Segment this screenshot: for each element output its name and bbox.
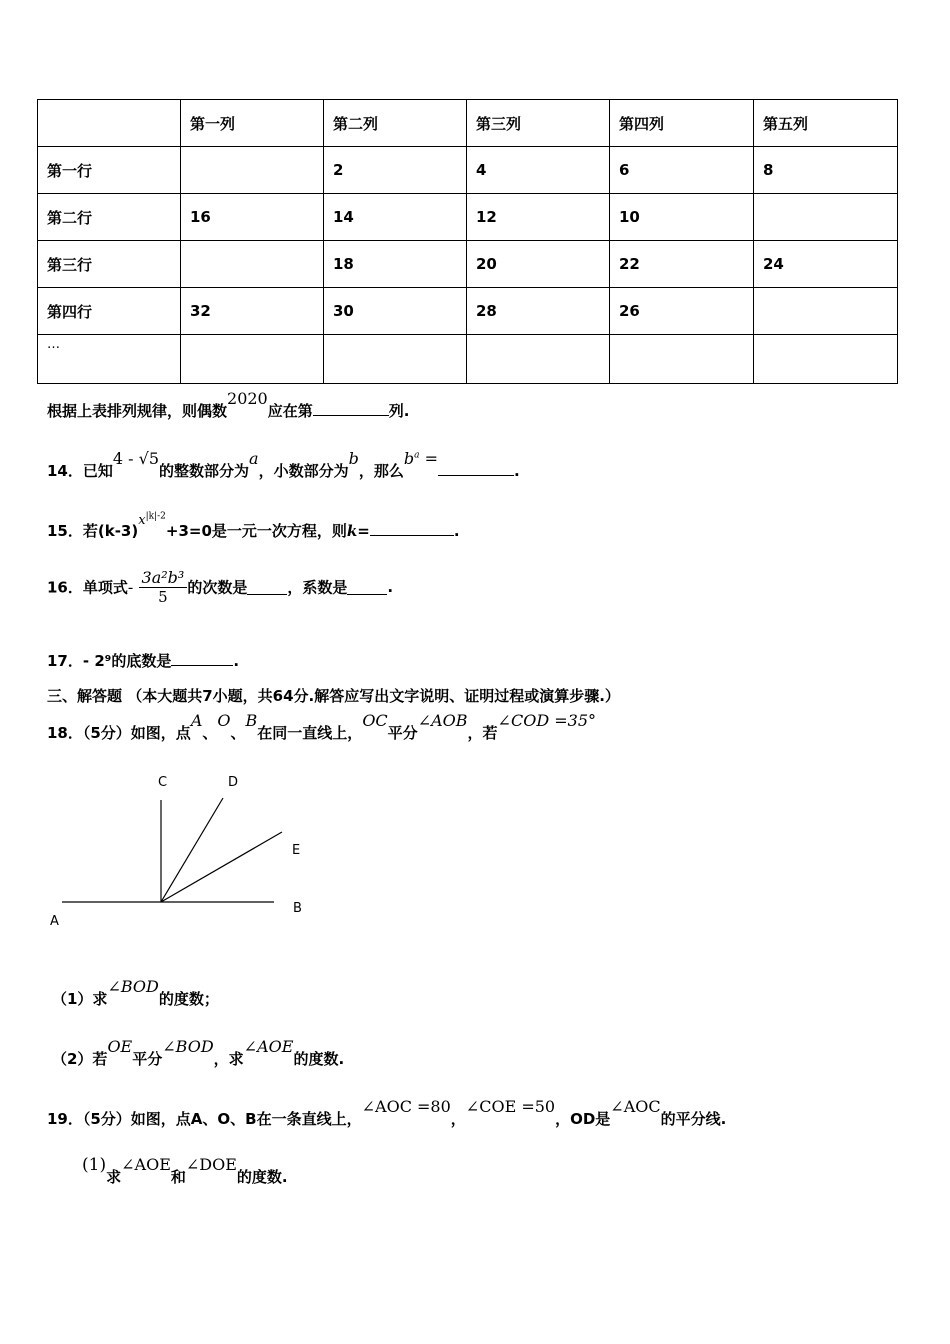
table-row [38, 335, 898, 384]
answer-blank[interactable] [171, 651, 233, 666]
table-header-cell: 第一列 [181, 100, 324, 147]
table-cell: 8 [754, 147, 898, 194]
table-cell: 6 [610, 147, 754, 194]
answer-blank[interactable] [438, 461, 514, 476]
question-19-part-1 [82, 1155, 288, 1187]
q17-end: . [233, 652, 240, 670]
q18-sub2-text: 的度数. [293, 1050, 345, 1068]
q19-angle-coe: ∠COE =50 [465, 1097, 556, 1116]
table-row-label: 第一行 [38, 147, 181, 194]
q16-numerator: 3a²b³ [139, 568, 188, 588]
q16-text: 的次数是 [187, 578, 248, 597]
q19-sub1-text: 和 [170, 1168, 186, 1186]
q18-separator: 、 [230, 724, 246, 742]
q19-separator: ， [450, 1110, 466, 1128]
q19-sub1-label: (1) [82, 1155, 107, 1175]
q19-sub1-aoe: ∠AOE [121, 1155, 171, 1174]
q14-text: ，那么 [358, 462, 404, 480]
table-cell: 12 [467, 194, 610, 241]
q18-point-o: O [217, 711, 231, 730]
q19-sub1-text: 的度数. [236, 1168, 288, 1186]
q16-fraction [139, 568, 188, 606]
answer-blank[interactable] [247, 580, 287, 595]
table-cell [610, 335, 754, 384]
q14-power-expression [404, 449, 438, 468]
table-header-cell: 第二列 [324, 100, 467, 147]
table-cell [324, 335, 467, 384]
table-cell [181, 241, 324, 288]
table-cell: 14 [324, 194, 467, 241]
table-cell: 30 [324, 288, 467, 335]
q19-label: 19．（5分）如图，点A、O、B在一条直线上， [47, 1110, 362, 1128]
question-15 [47, 511, 460, 541]
q18-angle-cod: ∠COD =35° [497, 711, 596, 730]
question-18-part-2 [52, 1037, 345, 1069]
table-cell [181, 335, 324, 384]
q18-angle-aob: ∠AOB [417, 711, 468, 730]
table-cell: 18 [324, 241, 467, 288]
q14-end: . [513, 462, 520, 480]
q14-label: 14．已知 [47, 462, 113, 480]
q14-power-exponent: a [414, 450, 420, 461]
q19-text: 的平分线. [660, 1110, 727, 1128]
table-row [38, 288, 898, 335]
q14-power-base: b [403, 449, 415, 468]
table-header-cell: 第三列 [467, 100, 610, 147]
answer-blank[interactable] [370, 521, 454, 536]
table-cell: 4 [467, 147, 610, 194]
q19-angle-aoc: ∠AOC =80 [361, 1097, 451, 1116]
q18-point-b: B [245, 711, 258, 730]
question-17 [47, 650, 239, 671]
q18-sub2-oe: OE [107, 1037, 133, 1056]
q16-minus: - [127, 577, 134, 597]
q14-var-b: b [348, 449, 359, 468]
table-header-row [38, 100, 898, 147]
table-header-cell: 第四列 [610, 100, 754, 147]
table-cell: 16 [181, 194, 324, 241]
table-cell: 22 [610, 241, 754, 288]
q15-exponent: |k|-2 [145, 511, 166, 522]
q17-label: 17． [47, 652, 83, 670]
table-row-label: … [38, 335, 181, 384]
label-b: B [293, 901, 302, 916]
table-row-label: 第二行 [38, 194, 181, 241]
q18-sub1-text: 的度数； [158, 990, 219, 1008]
q16-text: ，系数是 [287, 578, 348, 597]
q19-sub1-text: 求 [106, 1168, 122, 1186]
table-cell: 20 [467, 241, 610, 288]
q18-text: 在同一直线上， [257, 724, 363, 742]
q14-text: 的整数部分为 [159, 462, 250, 480]
q13-text: 根据上表排列规律，则偶数 [47, 402, 228, 420]
q16-label: 16．单项式 [47, 578, 128, 597]
number-arrangement-table [37, 99, 898, 384]
q18-sub1-angle: ∠BOD [107, 977, 159, 996]
q18-ray-oc: OC [362, 711, 388, 730]
q16-denominator: 5 [158, 588, 168, 606]
q18-label: 18．（5分）如图，点 [47, 724, 191, 742]
q17-expression: - 2⁹ [82, 652, 112, 670]
q16-end: . [387, 578, 394, 596]
table-row [38, 147, 898, 194]
q15-x [138, 513, 166, 528]
q15-text: +3=0是一元一次方程，则 [165, 522, 347, 540]
table-cell [467, 335, 610, 384]
table-header-cell: 第五列 [754, 100, 898, 147]
q14-expression: 4 - √5 [112, 449, 160, 468]
table-cell [754, 335, 898, 384]
q19-text: ，OD是 [555, 1110, 611, 1128]
q18-separator: 、 [202, 724, 218, 742]
question-19 [47, 1097, 727, 1129]
q14-text: ，小数部分为 [258, 462, 349, 480]
question-14 [47, 449, 520, 481]
table-cell: 32 [181, 288, 324, 335]
label-d: D [228, 775, 239, 790]
question-16 [47, 568, 393, 606]
table-row-label: 第四行 [38, 288, 181, 335]
label-e: E [292, 843, 301, 858]
q18-point-a: A [190, 711, 203, 730]
label-c: C [158, 775, 168, 790]
label-a: A [50, 914, 59, 929]
question-13 [47, 389, 410, 421]
q18-sub2-aoe: ∠AOE [243, 1037, 294, 1056]
table-cell [38, 100, 181, 147]
table-cell: 28 [467, 288, 610, 335]
q15-text: = [357, 522, 370, 540]
q17-text: 的底数是 [111, 652, 172, 670]
q15-k: k [346, 522, 358, 540]
table-cell [754, 194, 898, 241]
ray-oe [161, 832, 282, 902]
q18-sub2-text: ，求 [213, 1050, 244, 1068]
q18-text: 平分 [387, 724, 418, 742]
answer-blank[interactable] [313, 401, 389, 416]
q13-number: 2020 [227, 389, 268, 408]
question-18-part-1 [52, 977, 219, 1009]
table-cell [181, 147, 324, 194]
q19-sub1-doe: ∠DOE [185, 1155, 237, 1174]
section-3-heading: 三、解答题 （本大题共7小题，共64分.解答应写出文字说明、证明过程或演算步骤.） [47, 687, 620, 705]
q18-sub1-label: （1）求 [52, 990, 108, 1008]
q19-angle-aoc-2: ∠AOC [610, 1097, 661, 1116]
q18-text: ，若 [467, 724, 498, 742]
table-cell: 2 [324, 147, 467, 194]
table-cell: 24 [754, 241, 898, 288]
q15-x-base: x [138, 513, 146, 528]
angle-figure [40, 768, 320, 938]
ray-od [161, 798, 223, 902]
q14-var-a: a [249, 449, 259, 468]
table-row-label: 第三行 [38, 241, 181, 288]
q18-sub2-text: 平分 [132, 1050, 163, 1068]
q15-end: . [453, 522, 460, 540]
table-row [38, 194, 898, 241]
q14-equals: = [419, 449, 438, 468]
question-18 [47, 711, 596, 743]
table-cell [754, 288, 898, 335]
table-cell: 10 [610, 194, 754, 241]
q15-label: 15．若(k-3) [47, 522, 139, 540]
q18-sub2-bod: ∠BOD [162, 1037, 214, 1056]
table-row [38, 241, 898, 288]
answer-blank[interactable] [347, 580, 387, 595]
q13-text: 列. [388, 402, 410, 420]
q13-text: 应在第 [267, 402, 313, 420]
table-cell: 26 [610, 288, 754, 335]
q18-sub2-label: （2）若 [52, 1050, 108, 1068]
